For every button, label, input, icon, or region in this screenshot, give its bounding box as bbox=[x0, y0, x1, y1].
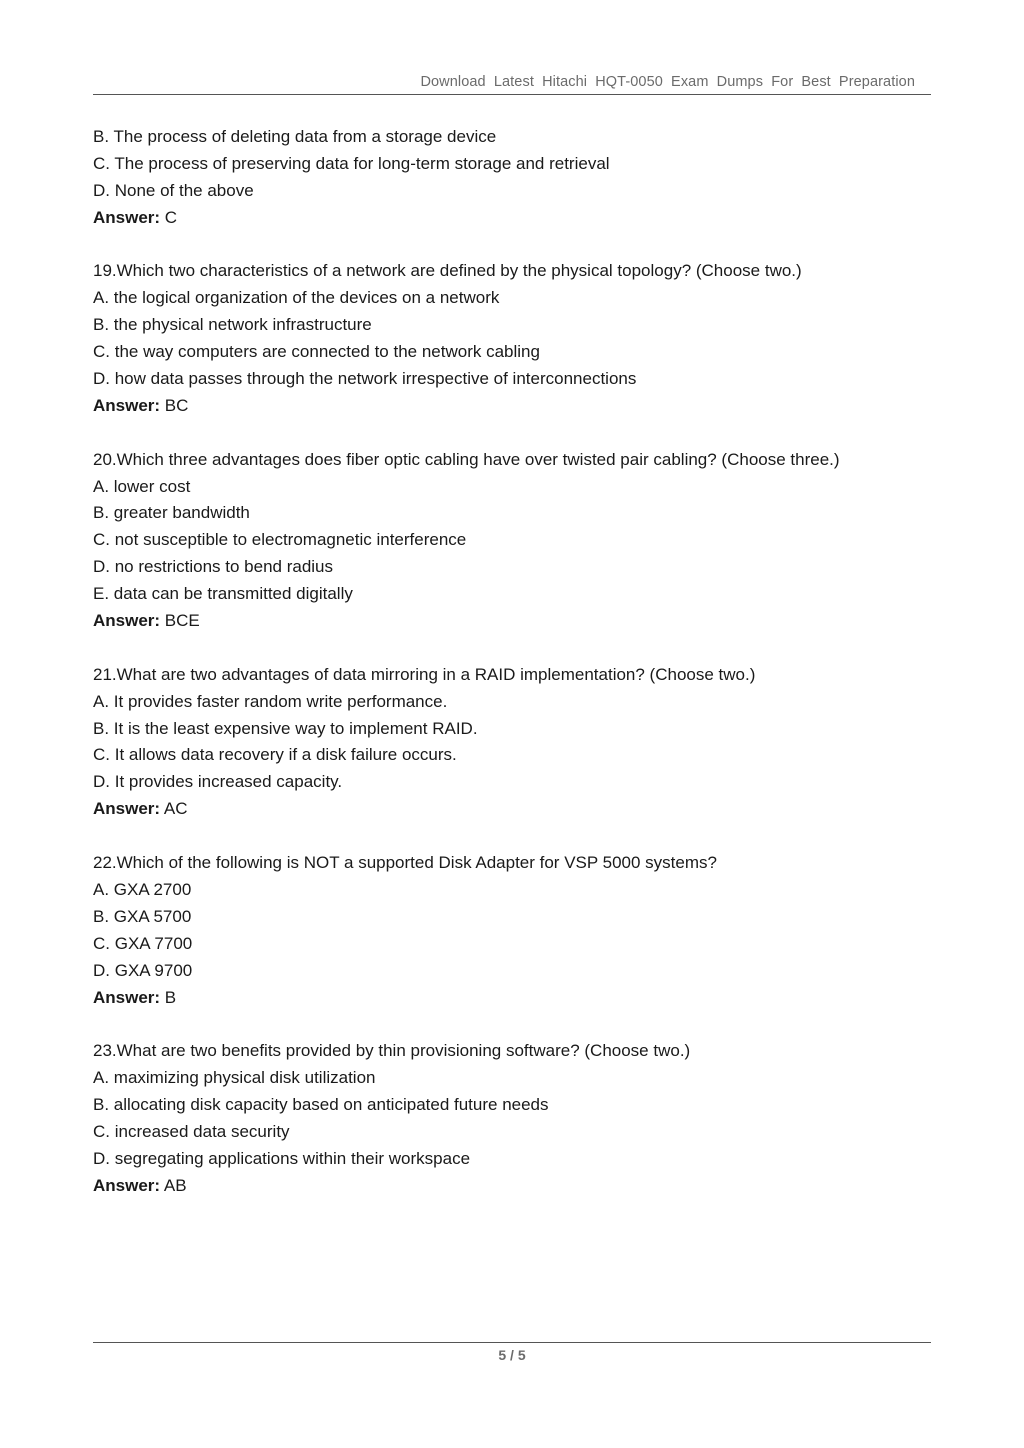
spacer bbox=[93, 823, 933, 850]
spacer bbox=[93, 232, 933, 259]
question-20 bbox=[93, 447, 933, 635]
option-d: D. It provides increased capacity. bbox=[93, 772, 343, 792]
question-text: 23.What are two benefits provided by thin provisioning software? (Choose two.) bbox=[93, 1041, 691, 1061]
option-b: B. greater bandwidth bbox=[93, 503, 250, 523]
answer-line bbox=[93, 985, 933, 1012]
answer-line bbox=[93, 1173, 933, 1200]
answer-value: AC bbox=[160, 799, 188, 819]
option-b: B. GXA 5700 bbox=[93, 906, 192, 926]
option-d: D. segregating applications within their workspace bbox=[93, 1148, 471, 1168]
answer-value: C bbox=[160, 207, 178, 227]
answer-label: Answer: bbox=[93, 799, 161, 819]
option-a: A. maximizing physical disk utilization bbox=[93, 1068, 376, 1088]
continued-question bbox=[93, 124, 933, 232]
option-d: D. no restrictions to bend radius bbox=[93, 557, 334, 577]
option-e: E. data can be transmitted digitally bbox=[93, 584, 353, 604]
question-text: 22.Which of the following is NOT a supported Disk Adapter for VSP 5000 systems? bbox=[93, 853, 717, 873]
option-c: C. It allows data recovery if a disk failure occurs. bbox=[93, 745, 457, 765]
option-c: C. The process of preserving data for long-term storage and retrieval bbox=[93, 153, 610, 173]
option-b: B. It is the least expensive way to implement RAID. bbox=[93, 718, 478, 738]
answer-value: AB bbox=[160, 1175, 187, 1195]
option-c: C. increased data security bbox=[93, 1121, 290, 1141]
page-header bbox=[93, 72, 931, 95]
question-text: 20.Which three advantages does fiber optic cabling have over twisted pair cabling? (Choose three.) bbox=[93, 449, 840, 469]
question-19 bbox=[93, 258, 933, 419]
answer-label: Answer: bbox=[93, 207, 161, 227]
answer-line bbox=[93, 608, 933, 635]
question-22 bbox=[93, 850, 933, 1011]
answer-value: BC bbox=[160, 395, 189, 415]
answer-label: Answer: bbox=[93, 987, 161, 1007]
page-footer bbox=[93, 1342, 931, 1363]
page-number: 5 / 5 bbox=[498, 1347, 526, 1363]
spacer bbox=[93, 1011, 933, 1038]
option-d: D. GXA 9700 bbox=[93, 960, 193, 980]
answer-line bbox=[93, 796, 933, 823]
question-23 bbox=[93, 1038, 933, 1199]
option-a: A. lower cost bbox=[93, 476, 191, 496]
option-a: A. GXA 2700 bbox=[93, 879, 192, 899]
answer-value: BCE bbox=[160, 611, 200, 631]
question-21 bbox=[93, 662, 933, 823]
spacer bbox=[93, 420, 933, 447]
option-d: D. how data passes through the network irrespective of interconnections bbox=[93, 369, 637, 389]
answer-label: Answer: bbox=[93, 395, 161, 415]
option-b: B. the physical network infrastructure bbox=[93, 315, 372, 335]
option-d: D. None of the above bbox=[93, 180, 254, 200]
question-text: 19.Which two characteristics of a network are defined by the physical topology? (Choose two.) bbox=[93, 261, 802, 281]
option-c: C. not susceptible to electromagnetic interference bbox=[93, 530, 467, 550]
answer-line bbox=[93, 393, 933, 420]
header-text: Download Latest Hitachi HQT-0050 Exam Dumps For Best Preparation bbox=[420, 74, 915, 90]
answer-label: Answer: bbox=[93, 611, 161, 631]
option-c: C. GXA 7700 bbox=[93, 933, 193, 953]
answer-label: Answer: bbox=[93, 1175, 161, 1195]
option-a: A. the logical organization of the devices on a network bbox=[93, 288, 500, 308]
document-body bbox=[93, 124, 933, 1200]
answer-line bbox=[93, 205, 933, 232]
option-b: B. allocating disk capacity based on anticipated future needs bbox=[93, 1095, 549, 1115]
answer-value: B bbox=[160, 987, 177, 1007]
option-c: C. the way computers are connected to the network cabling bbox=[93, 342, 540, 362]
question-text: 21.What are two advantages of data mirroring in a RAID implementation? (Choose two.) bbox=[93, 664, 756, 684]
option-a: A. It provides faster random write performance. bbox=[93, 691, 448, 711]
option-b: B. The process of deleting data from a storage device bbox=[93, 127, 497, 146]
spacer bbox=[93, 635, 933, 662]
